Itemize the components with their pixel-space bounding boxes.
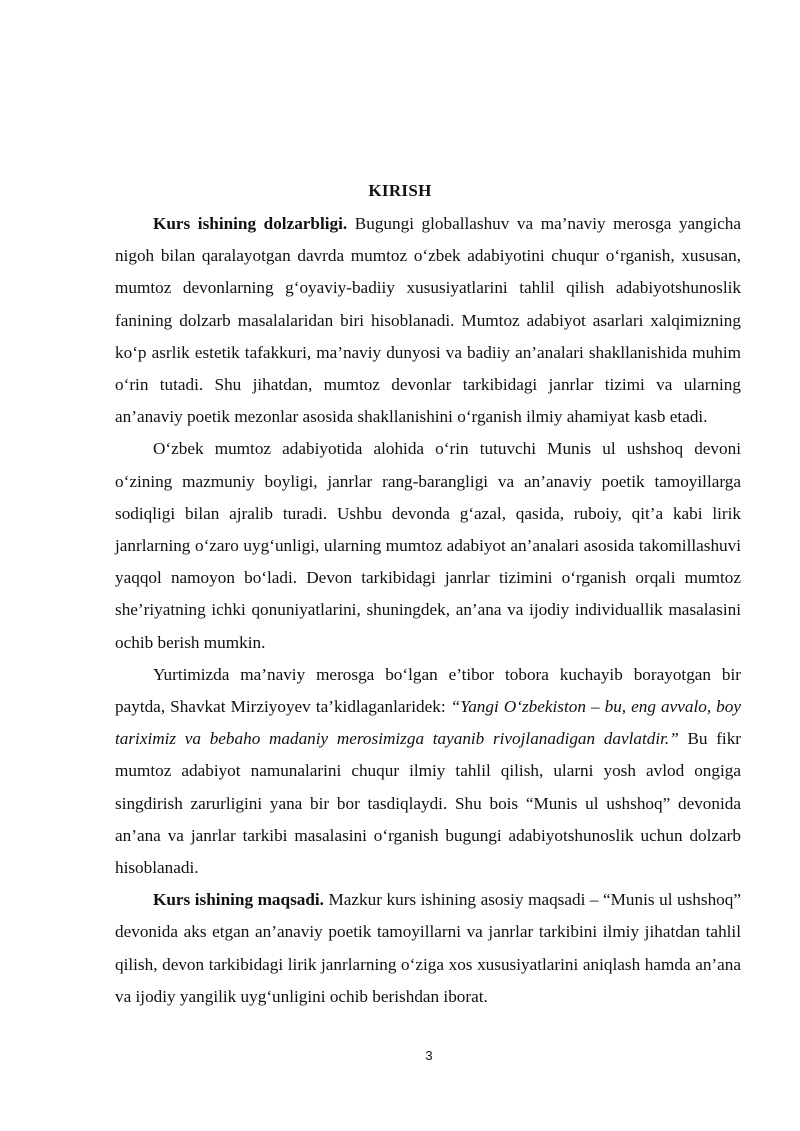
paragraph-text-goal: Mazkur kurs ishining asosiy maqsadi – “Munis ul ushshoq” devonida aks etgan an’anaviy poetik tamoyillarni va janrlar tarkibini ilmiy jihatdan tahlil qilish, devon tarkibidagi lirik janrlarning o‘ziga xos xususiyatlarini aniqlash hamda an’ana va ijodiy yangilik uyg‘unligini ochib berishdan iborat. (115, 890, 741, 1006)
paragraph-lead-relevance: Kurs ishining dolzarbligi. (153, 214, 348, 233)
paragraph-heritage (115, 659, 741, 884)
section-heading: KIRISH (368, 181, 432, 200)
paragraph-text-heritage-after: Bu fikr mumtoz adabiyot namunalarini chuqur ilmiy tahlil qilish, ularni yosh avlod ongiga singdirish zarurligini yana bir bor tasdiqlaydi. Shu bois “Munis ul ushshoq” devonida an’ana va janrlar tarkibi masalasini o‘rganish bugungi adabiyotshunoslik uchun dolzarb hisoblanadi. (115, 729, 742, 878)
paragraph-text-heritage-before: Yurtimizda ma’naviy merosga bo‘lgan e’tibor tobora kuchayib borayotgan bir paytda, Shavkat Mirziyoyev ta’kidlaganlaridek: (115, 664, 741, 717)
paragraph-text-munis-devon: O‘zbek mumtoz adabiyotida alohida o‘rin tutuvchi Munis ul ushshoq devoni o‘zining mazmuniy boyligi, janrlar rang-barangligi va an’anaviy poetik tamoyillarga sodiqligi bilan ajralib turadi. Ushbu devonda g‘azal, qasida, ruboiy, qit’a kabi lirik janrlarning o‘zaro uyg‘unligi, ularning mumtoz adabiyot an’analari asosida takomillashuvi yaqqol namoyon bo‘ladi. Devon tarkibidagi janrlar tizimini o‘rganish orqali mumtoz she’riyatning ichki qonuniyatlarini, shuningdek, an’ana va ijodiy individuallik masalasini ochib berish mumkin. (115, 439, 741, 652)
page-number: 3 (425, 1048, 433, 1063)
paragraph-munis-devon (115, 433, 741, 658)
body-text (115, 208, 741, 1013)
quote-mirziyoyev: “Yangi O‘zbekiston – bu, eng avvalo, boy tariximiz va bebaho madaniy merosimizga tayanib rivojlanadigan davlatdir.” (115, 697, 741, 749)
paragraph-text-relevance: Bugungi globallashuv va ma’naviy merosga yangicha nigoh bilan qaralayotgan davrda mumtoz o‘zbek adabiyotini chuqur o‘rganish, xususan, mumtoz devonlarning g‘oyaviy-badiiy xususiyatlarini tahlil qilish adabiyotshunoslik fanining dolzarb masalalaridan biri hisoblanadi. Mumtoz adabiyot asarlari xalqimizning ko‘p asrlik estetik tafakkuri, ma’naviy dunyosi va badiiy an’analari shakllanishida muhim o‘rin tutadi. Shu jihatdan, mumtoz devonlar tarkibidagi janrlar tizimi va ularning an’anaviy poetik mezonlar asosida shakllanishini o‘rganish ilmiy ahamiyat kasb etadi. (115, 214, 741, 427)
paragraph-lead-goal: Kurs ishining maqsadi. (153, 890, 324, 910)
paragraph-goal (115, 884, 741, 1013)
paragraph-relevance (115, 208, 741, 433)
